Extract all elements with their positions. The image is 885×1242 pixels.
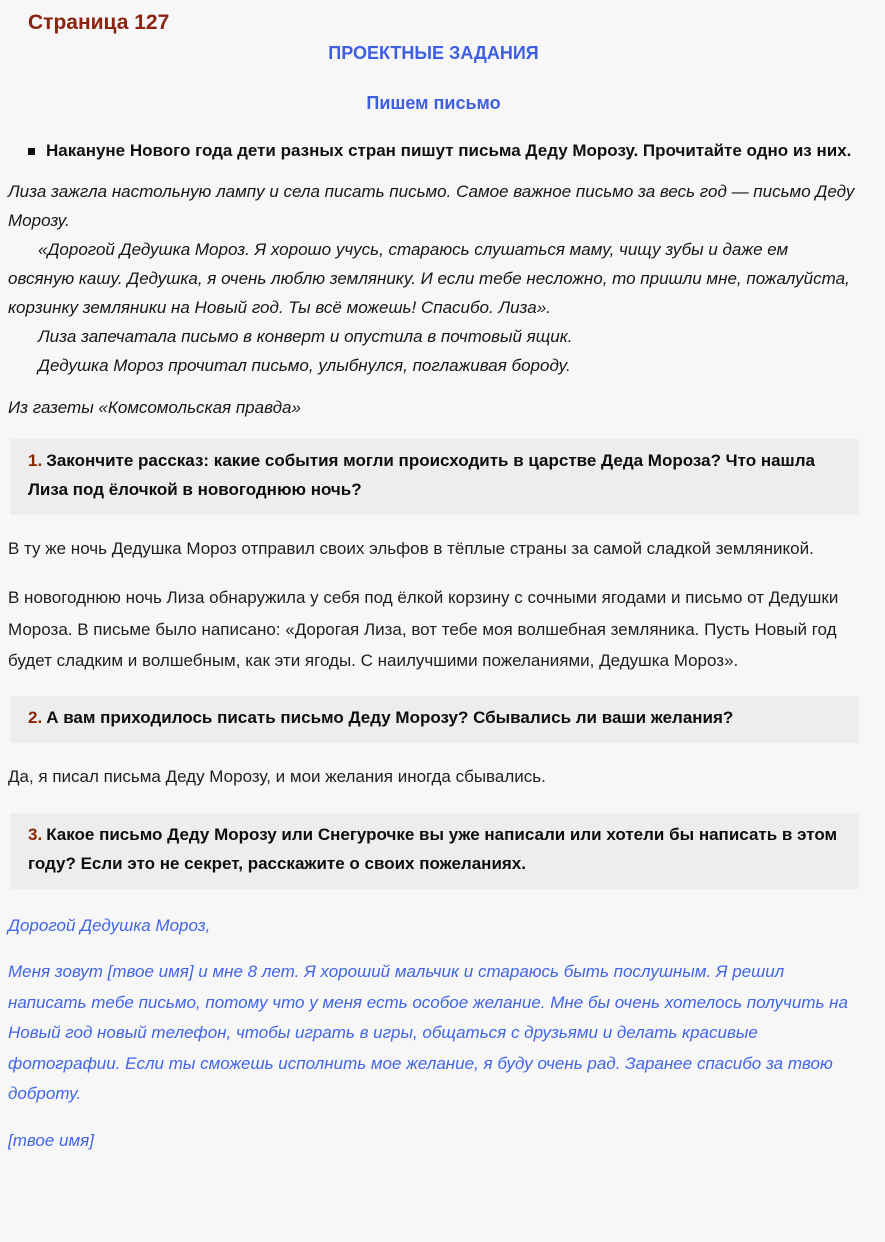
question-2-number: 2.	[28, 708, 43, 728]
letter-body: Меня зовут [твое имя] и мне 8 лет. Я хороший мальчик и стараюсь быть послушным. Я решил написать тебе письмо, потому что у меня есть особое желание. Мне бы очень хотелось получить на Новый год новый телефон, чтобы играть в игры, общаться с друзьями и делать красивые фотографии. Если ты сможешь исполнить мое желание, я буду очень рад. Заранее спасибо за твою доброту.	[8, 962, 848, 1104]
answer-1-paragraph: В новогоднюю ночь Лиза обнаружила у себя под ёлкой корзину с сочными ягодами и письмо от Дедушки Мороза. В письме было написано: «Дорогая Лиза, вот тебе моя волшебная земляника. Пусть Новый год будет сладким и волшебным, как эти ягоды. С наилучшими пожеланиями, Дедушка Мороз».	[8, 588, 839, 670]
letter-signature: [твое имя]	[8, 1131, 94, 1151]
story-paragraph: Дедушка Мороз прочитал письмо, улыбнулся, поглаживая бороду.	[38, 355, 571, 375]
bullet-icon	[28, 148, 35, 155]
question-1	[10, 439, 859, 515]
story-paragraph: Лиза зажгла настольную лампу и села писать письмо. Самое важное письмо за весь год — письмо Деду Морозу.	[8, 182, 855, 231]
page-number-label: Страница 127	[28, 11, 170, 34]
question-2	[10, 696, 859, 743]
answer-1-paragraph: В ту же ночь Дедушка Мороз отправил своих эльфов в тёплые страны за самой сладкой земляникой.	[8, 538, 814, 558]
story-text	[8, 178, 859, 380]
sample-letter	[8, 911, 859, 1157]
task-intro-item	[28, 134, 859, 168]
question-3-text: Какое письмо Деду Морозу или Снегурочке вы уже написали или хотели бы написать в этом году? Если это не секрет, расскажите о своих пожеланиях.	[28, 824, 838, 873]
letter-salutation: Дорогой Дедушка Мороз,	[8, 915, 211, 935]
question-1-text: Закончите рассказ: какие события могли происходить в царстве Деда Мороза? Что нашла Лиза под ёлочкой в новогоднюю ночь?	[28, 450, 815, 499]
question-3	[10, 813, 859, 889]
question-2-text: А вам приходилось писать письмо Деду Морозу? Сбывались ли ваши желания?	[46, 708, 734, 728]
question-1-number: 1.	[28, 450, 43, 470]
page-title: ПРОЕКТНЫЕ ЗАДАНИЯ	[328, 43, 539, 64]
task-intro-text: Накануне Нового года дети разных стран пишут письма Деду Морозу. Прочитайте одно из них.	[46, 141, 852, 161]
story-paragraph: Лиза запечатала письмо в конверт и опустила в почтовый ящик.	[38, 326, 573, 346]
story-paragraph: «Дорогой Дедушка Мороз. Я хорошо учусь, стараюсь слушаться маму, чищу зубы и даже ем овсяную кашу. Дедушка, я очень люблю землянику. И если тебе несложно, то пришли мне, пожалуйста, корзинку земляники на Новый год. Ты всё можешь! Спасибо. Лиза».	[8, 240, 850, 317]
question-3-number: 3.	[28, 824, 43, 844]
section-subtitle: Пишем письмо	[366, 92, 501, 113]
answer-2-paragraph: Да, я писал письма Деду Морозу, и мои желания иногда сбывались.	[8, 767, 546, 787]
story-source-attribution: Из газеты «Комсомольская правда»	[8, 398, 301, 418]
